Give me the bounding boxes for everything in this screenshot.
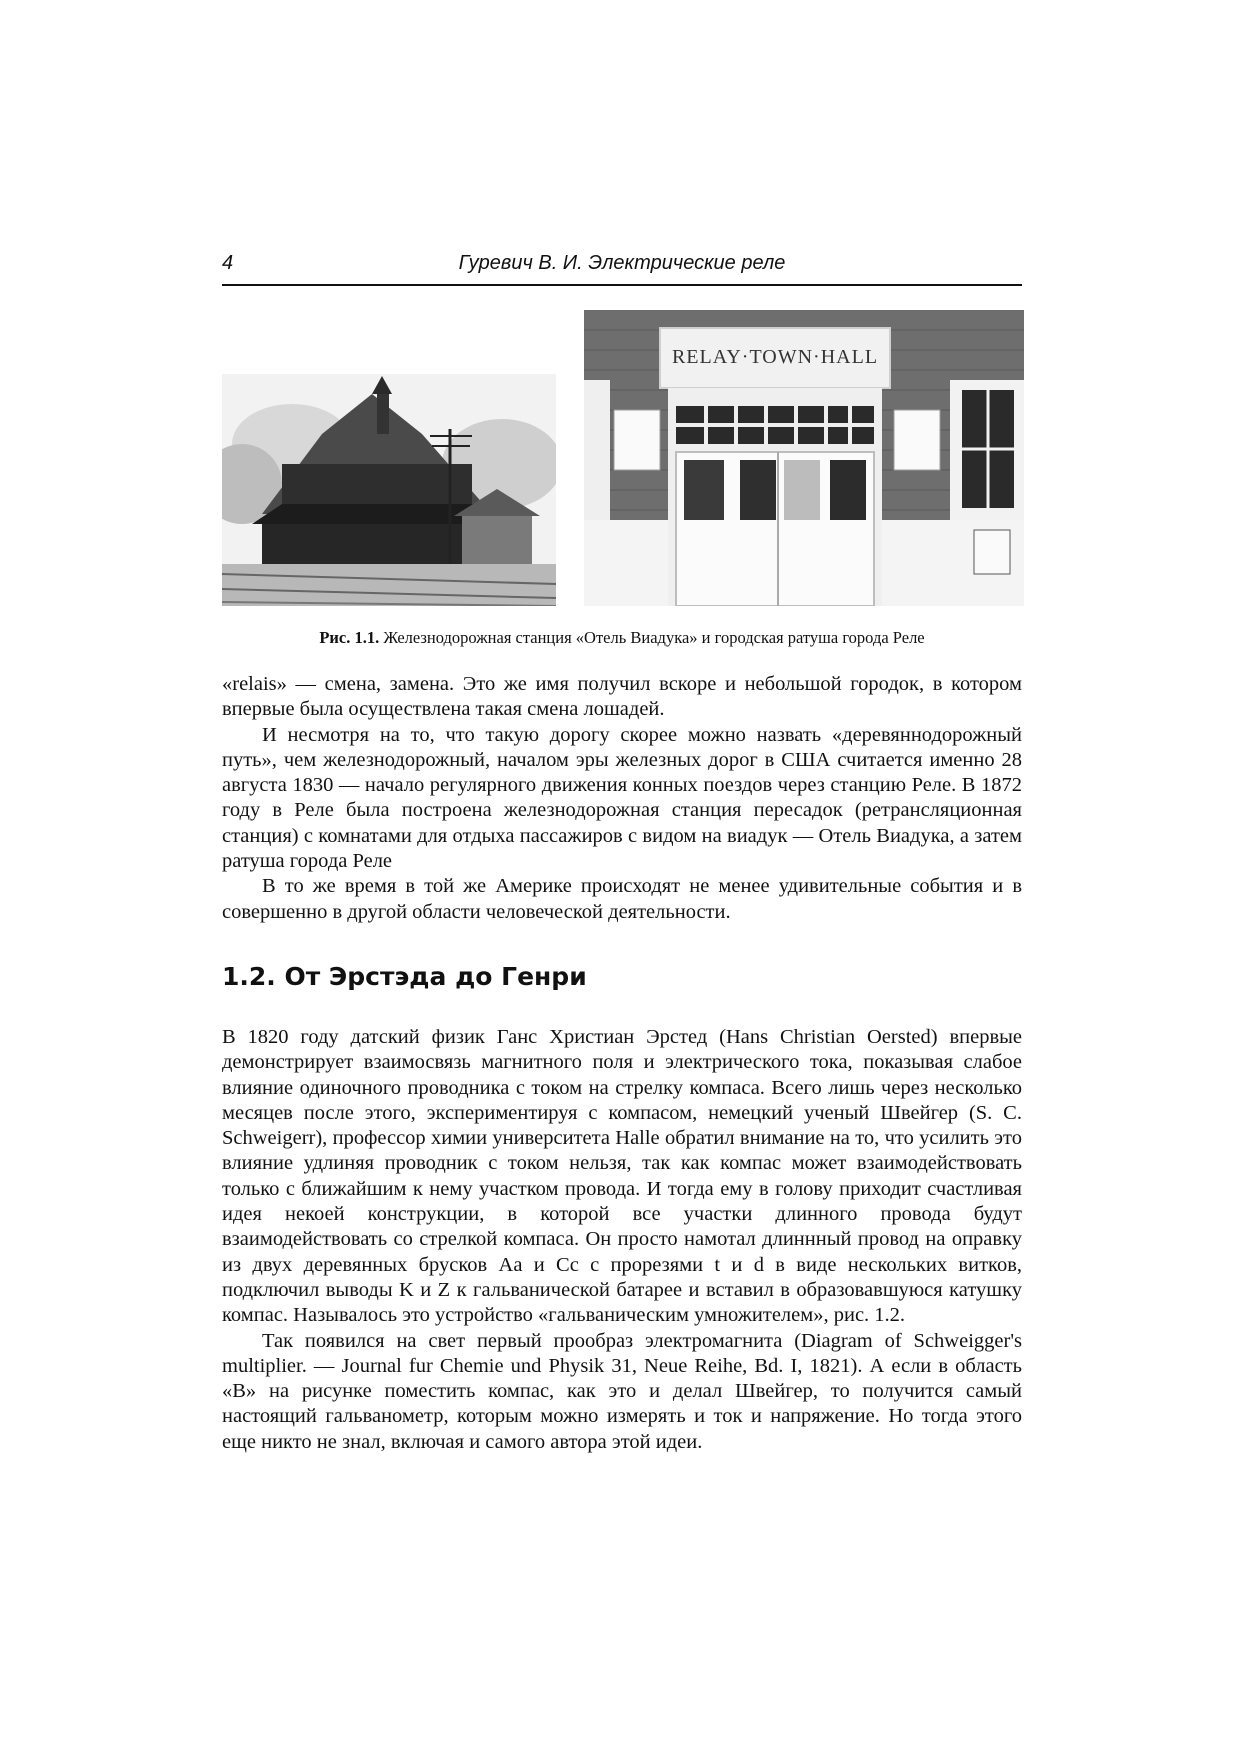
- page-number: 4: [222, 252, 234, 274]
- intro-paragraph-2: И несмотря на то, что такую дорогу скорее можно назвать «деревяннодорожный путь», чем железнодорожный, началом эры железных дорог в США считается именно 28 августа 1830 — начало регулярного движения конных поездов через станцию Реле. В 1872 году в Реле была построена железнодорожная станция пересадок (ретрансляционная станция) с комнатами для отдыха пассажиров с видом на виадук — Отель Виадука, а затем ратуша города Реле: [222, 723, 1022, 873]
- town-hall-photo: [584, 310, 1024, 606]
- railway-station-photo: [222, 374, 556, 606]
- intro-paragraph-3: В то же время в той же Америке происходят не менее удивительные события и в совершенно в другой области человеческой деятельности.: [222, 875, 1022, 923]
- figure-caption: [222, 628, 1022, 648]
- book-title: Гуревич В. И. Электрические реле: [458, 252, 786, 274]
- town-hall-sign: RELAY·TOWN·HALL: [671, 346, 879, 368]
- section-paragraph-1: В 1820 году датский физик Ганс Христиан Эрстед (Hans Christian Oersted) впервые демонстрирует взаимосвязь магнитного поля и электрического тока, показывая слабое влияние одиночного проводника с током на стрелку компаса. Всего лишь через несколько месяцев после этого, экспериментируя с компасом, немецкий ученый Швейгер (S. C. Schweigerr), профессор химии университета Halle обратил внимание на то, что усилить это влияние удлиняя проводник с током нельзя, так как компас может взаимодействовать только с ближайшим к нему участком провода. И тогда ему в голову приходит счастливая идея некоей конструкции, в которой все участки длинного провода будут взаимодействовать со стрелкой компаса. Он просто намотал длиннный провод на оправку из двух деревянных брусков Aa и Cc с прорезями t и d в виде нескольких витков, подключил выводы K и Z к гальванической батарее и вставил в образовавшуюся катушку компас. Называлось это устройство «гальваническим умножителем», рис. 1.2.: [222, 1026, 1022, 1327]
- section-heading: 1.2. От Эрстэда до Генри: [222, 962, 587, 991]
- running-header: [222, 250, 1022, 286]
- section-text: [222, 1025, 1022, 1455]
- intro-text: [222, 672, 1022, 925]
- intro-paragraph-1: «relais» — смена, замена. Это же имя получил вскоре и небольшой городок, в котором впервые была осуществлена такая смена лошадей.: [222, 673, 1022, 721]
- section-paragraph-2: Так появился на свет первый прообраз электромагнита (Diagram of Schweigger's multiplier. — Journal fur Chemie und Physik 31, Neue Reihe, Bd. I, 1821). А если в область «B» на рисунке поместить компас, как это и делал Швейгер, то получится самый настоящий гальванометр, которым можно измерять и ток и напряжение. Но тогда этого еще никто не знал, включая и самого автора этой идеи.: [222, 1329, 1022, 1453]
- caption-label: Рис. 1.1.: [319, 628, 380, 647]
- caption-text: Железнодорожная станция «Отель Виадука» и городская ратуша города Реле: [379, 628, 925, 647]
